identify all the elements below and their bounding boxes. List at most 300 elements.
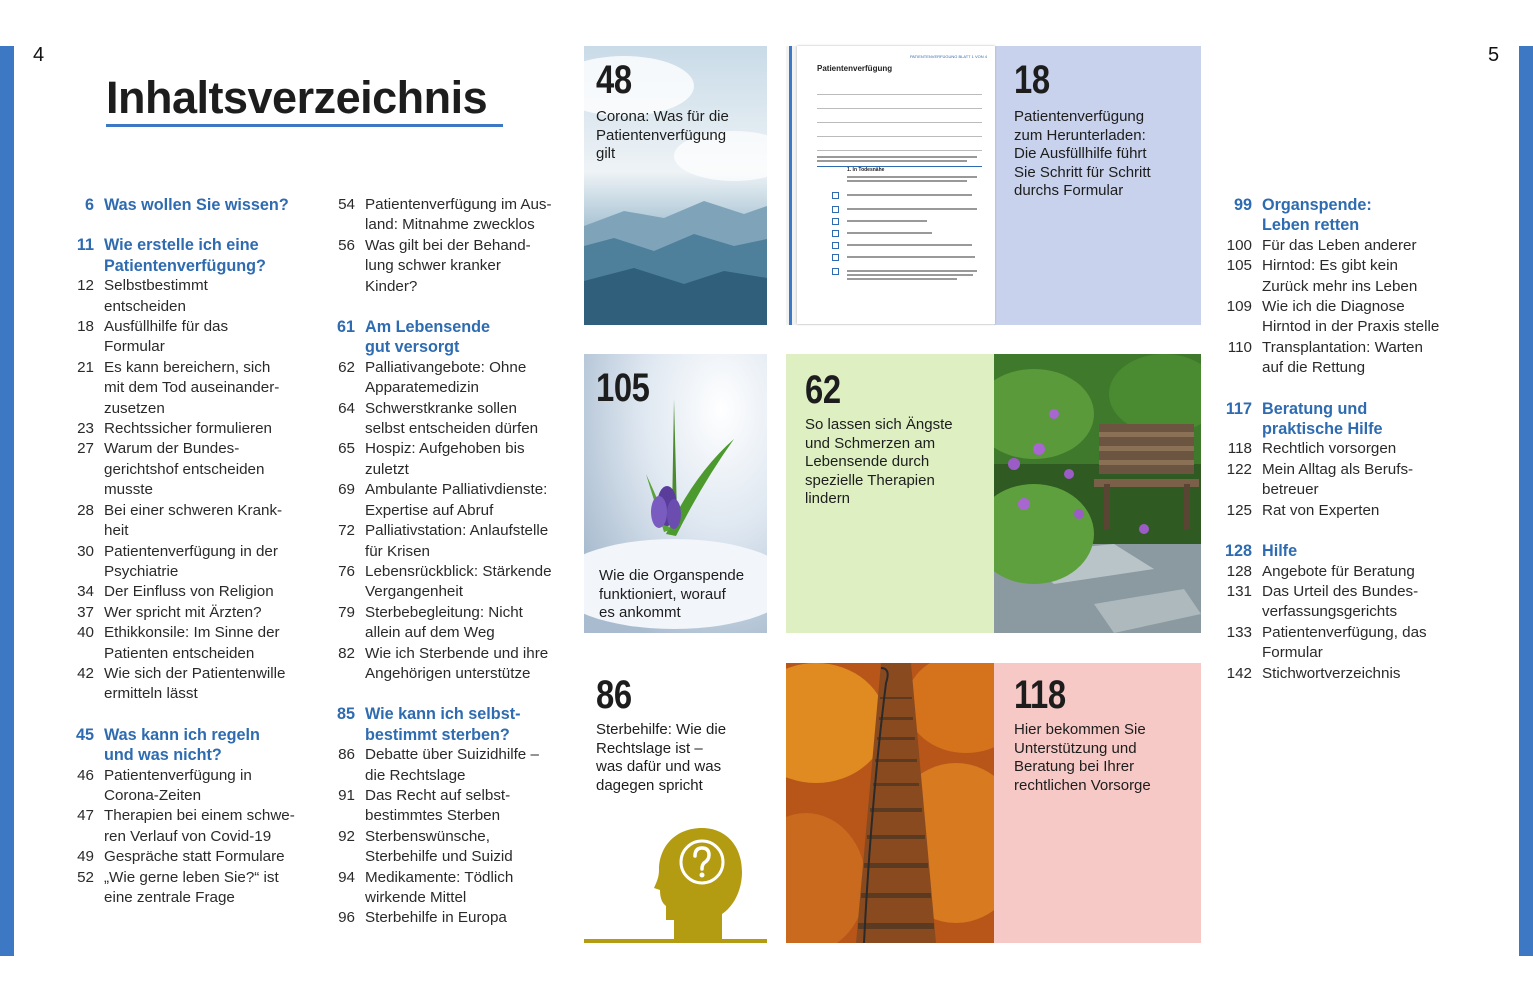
toc-entry[interactable] — [66, 542, 316, 562]
toc-entry[interactable] — [66, 399, 316, 419]
toc-entry[interactable] — [327, 480, 577, 500]
caption-line: Patientenverfügung — [596, 126, 727, 144]
toc-page-number — [66, 399, 94, 419]
toc-entry[interactable] — [327, 399, 577, 419]
toc-page-number — [327, 419, 355, 439]
caption-line: funktioniert, worauf — [599, 585, 726, 603]
toc-page-number: 27 — [77, 440, 94, 458]
toc-entry[interactable] — [1224, 582, 1484, 602]
toc-entry[interactable] — [327, 847, 577, 867]
toc-entry-text: Selbstbestimmt — [104, 277, 208, 295]
toc-entry-text: Wie kann ich selbst- — [365, 705, 521, 724]
caption-line: Rechtslage ist – — [596, 739, 703, 757]
form-field-line — [817, 150, 982, 151]
toc-entry-text: Es kann bereichern, sich — [104, 358, 271, 376]
toc-entry-text: Psychiatrie — [104, 562, 179, 580]
toc-page-number: 128 — [1224, 542, 1252, 561]
toc-page-number — [327, 623, 355, 643]
toc-page-number: 34 — [77, 583, 94, 601]
toc-section-heading[interactable] — [1224, 215, 1484, 235]
toc-page-number: 131 — [1226, 582, 1252, 600]
toc-page-number — [1224, 643, 1252, 663]
right-edge-bar — [1519, 46, 1533, 956]
tile-48-caption — [596, 108, 761, 164]
form-checkbox — [832, 254, 839, 261]
title-underline — [106, 124, 503, 127]
toc-entry[interactable] — [327, 521, 577, 541]
toc-page-number — [66, 684, 94, 704]
toc-entry[interactable] — [66, 480, 316, 500]
toc-entry[interactable] — [1224, 562, 1484, 582]
toc-entry[interactable] — [66, 786, 316, 806]
toc-entry[interactable] — [1224, 664, 1484, 684]
caption-line: Sie Schritt für Schritt — [1014, 163, 1151, 181]
toc-entry[interactable] — [66, 460, 316, 480]
toc-entry[interactable] — [1224, 317, 1484, 337]
toc-entry[interactable] — [327, 542, 577, 562]
toc-page-number — [1224, 419, 1252, 439]
tile-105-crocus[interactable] — [584, 354, 767, 633]
toc-entry-text: Das Recht auf selbst- — [365, 786, 511, 804]
toc-entry[interactable] — [327, 256, 577, 276]
toc-section-gap — [327, 684, 577, 704]
toc-page-number — [327, 766, 355, 786]
toc-page-number — [66, 460, 94, 480]
form-header-small: PATIENTENVERFÜGUNG BLATT 1 VON 4 — [909, 54, 987, 59]
form-section-title: 1. In Todesnähe — [847, 167, 885, 173]
toc-entry[interactable] — [1224, 236, 1484, 256]
caption-line: spezielle Therapien — [805, 471, 935, 489]
toc-entry[interactable] — [1224, 501, 1484, 521]
toc-entry-text: Palliativangebote: Ohne — [365, 358, 527, 376]
toc-entry-text: Das Urteil des Bundes- — [1262, 582, 1419, 600]
tile-62-caption — [805, 416, 990, 509]
caption-line: Lebensende durch — [805, 453, 930, 470]
toc-entry[interactable] — [327, 623, 577, 643]
toc-section-heading[interactable] — [66, 745, 316, 765]
tile-118-stairs[interactable] — [786, 663, 1201, 943]
form-checkbox — [832, 242, 839, 249]
toc-entry[interactable] — [327, 215, 577, 235]
toc-entry[interactable] — [327, 582, 577, 602]
toc-entry-text: Sterbehilfe in Europa — [365, 909, 507, 927]
form-text-line — [847, 176, 977, 178]
caption-line: dagegen spricht — [596, 776, 703, 794]
toc-page-number: 96 — [338, 909, 355, 927]
toc-page-number — [66, 644, 94, 664]
toc-page-number: 45 — [75, 725, 94, 744]
toc-section-heading[interactable] — [66, 235, 316, 255]
toc-page-number: 105 — [1226, 257, 1252, 275]
toc-section-heading[interactable] — [1224, 419, 1484, 439]
toc-section-heading[interactable] — [327, 337, 577, 357]
toc-entry[interactable] — [327, 277, 577, 297]
toc-entry-text: Hirntod: Es gibt kein — [1262, 257, 1398, 275]
toc-entry-text: heit — [104, 522, 129, 540]
toc-page-number: 28 — [77, 501, 94, 519]
toc-entry-text: ermitteln lässt — [104, 685, 198, 703]
toc-entry[interactable] — [1224, 439, 1484, 459]
tile-86-sterbehilfe[interactable] — [584, 663, 767, 943]
toc-entry[interactable] — [66, 439, 316, 459]
toc-entry[interactable] — [327, 439, 577, 459]
toc-entry[interactable] — [327, 358, 577, 378]
toc-entry[interactable] — [66, 603, 316, 623]
toc-entry-text: wirkende Mittel — [365, 889, 467, 906]
toc-entry[interactable] — [66, 562, 316, 582]
toc-entry-text: Wie ich die Diagnose — [1262, 298, 1405, 316]
toc-entry-text: Medikamente: Tödlich — [365, 868, 514, 886]
toc-entry[interactable] — [66, 644, 316, 664]
toc-entry-text: Schwerstkranke sollen — [365, 399, 517, 417]
caption-line: So lassen sich Ängste — [805, 416, 953, 433]
toc-page-number — [1224, 317, 1252, 337]
toc-entry[interactable] — [1224, 358, 1484, 378]
toc-entry-text: Apparatemedizin — [365, 379, 479, 397]
toc-entry[interactable] — [66, 358, 316, 378]
caption-line: was dafür und was — [596, 758, 722, 775]
toc-page-number — [327, 582, 355, 602]
toc-entry-text: „Wie gerne leben Sie?“ ist — [104, 868, 279, 886]
form-text-line — [847, 232, 932, 234]
toc-entry[interactable] — [327, 888, 577, 908]
caption-line: Patientenverfügung — [1014, 108, 1145, 125]
toc-page-number — [66, 786, 94, 806]
form-checkbox — [832, 230, 839, 237]
toc-entry[interactable] — [66, 276, 316, 296]
form-text-line — [817, 160, 967, 162]
tile-48-mountains[interactable] — [584, 46, 767, 325]
toc-entry-text: Palliativstation: Anlaufstelle — [365, 522, 549, 540]
tile-118-caption — [1014, 721, 1199, 795]
toc-entry-text: land: Mitnahme zwecklos — [365, 216, 535, 234]
toc-page-number: 42 — [77, 664, 94, 682]
toc-page-number — [66, 888, 94, 908]
head-question-icon — [654, 828, 744, 940]
tile-86-base-rule — [584, 939, 767, 943]
toc-column-3 — [1224, 195, 1484, 684]
toc-entry-text: Kinder? — [365, 277, 418, 295]
toc-entry-text: Angebote für Beratung — [1262, 562, 1415, 580]
toc-entry[interactable] — [66, 684, 316, 704]
caption-line: Die Ausfüllhilfe führt — [1014, 145, 1147, 162]
toc-section-heading[interactable] — [327, 317, 577, 337]
toc-entry[interactable] — [1224, 277, 1484, 297]
toc-entry-text: Ethikkonsile: Im Sinne der — [104, 624, 280, 642]
toc-page-number: 62 — [338, 358, 355, 376]
toc-entry[interactable] — [1224, 480, 1484, 500]
toc-page-number — [327, 277, 355, 297]
toc-page-number: 11 — [76, 236, 94, 255]
toc-entry[interactable] — [327, 786, 577, 806]
toc-entry-text: Für das Leben anderer — [1262, 236, 1417, 254]
toc-page-number — [327, 888, 355, 908]
caption-line: Beratung bei Ihrer — [1014, 758, 1135, 775]
form-checkbox — [832, 192, 839, 199]
form-text-line — [847, 256, 975, 258]
toc-entry-text: Wer spricht mit Ärzten? — [104, 603, 262, 621]
toc-section-gap — [66, 215, 316, 235]
toc-page-number: 21 — [77, 358, 94, 376]
toc-entry-text: musste — [104, 481, 153, 499]
toc-entry[interactable] — [66, 419, 316, 439]
toc-entry[interactable] — [66, 378, 316, 398]
toc-entry-text: verfassungsgerichts — [1262, 603, 1398, 621]
form-text-line — [817, 156, 977, 158]
toc-page-number: 109 — [1226, 298, 1252, 316]
form-heading: Patientenverfügung — [817, 64, 893, 73]
page-number-right: 5 — [1488, 44, 1500, 66]
form-checkbox — [832, 218, 839, 225]
form-text-line — [847, 194, 972, 196]
form-text-line — [847, 270, 977, 272]
tile-18-caption — [1014, 108, 1194, 201]
toc-page-number: 72 — [338, 522, 355, 540]
toc-entry-text: lung schwer kranker — [365, 257, 501, 275]
toc-entry-text: allein auf dem Weg — [365, 624, 495, 642]
toc-section-gap — [327, 297, 577, 317]
caption-line: Sterbehilfe: Wie die — [596, 721, 727, 738]
toc-page-number: 110 — [1227, 338, 1252, 356]
toc-entry-text: Angehörigen unterstütze — [365, 664, 531, 682]
toc-entry-text: Ausfüllhilfe für das — [104, 318, 229, 336]
toc-page-number: 30 — [77, 542, 94, 560]
toc-page-number — [327, 215, 355, 235]
toc-entry-text: auf die Rettung — [1262, 359, 1366, 377]
toc-page-number: 40 — [77, 624, 94, 642]
toc-column-2 — [327, 195, 577, 929]
tile-118-number: 118 — [1014, 673, 1066, 717]
toc-page-number: 69 — [338, 481, 355, 499]
toc-entry-text: Patientenverfügung in — [104, 766, 252, 784]
toc-entry[interactable] — [1224, 338, 1484, 358]
toc-entry[interactable] — [66, 317, 316, 337]
toc-entry[interactable] — [327, 236, 577, 256]
toc-entry-text: Der Einfluss von Religion — [104, 583, 274, 601]
toc-entry-text: Mein Alltag als Berufs- — [1262, 460, 1414, 478]
caption-line: gilt — [596, 145, 616, 162]
toc-entry[interactable] — [327, 806, 577, 826]
toc-page-number: 65 — [338, 440, 355, 458]
toc-entry-text: die Rechtslage — [365, 766, 466, 784]
toc-section-gap — [66, 705, 316, 725]
toc-entry-text: Ambulante Palliativdienste: — [365, 481, 548, 499]
toc-page-number — [327, 806, 355, 826]
form-field-line — [817, 136, 982, 137]
toc-entry-text: Patienten entscheiden — [104, 644, 255, 662]
toc-entry[interactable] — [327, 664, 577, 684]
form-section-rule — [817, 166, 982, 167]
toc-entry[interactable] — [327, 868, 577, 888]
toc-entry-text: Patientenverfügung, das — [1262, 623, 1427, 641]
caption-line: und Schmerzen am — [805, 434, 936, 452]
toc-entry[interactable] — [1224, 643, 1484, 663]
toc-page-number — [327, 460, 355, 480]
toc-entry[interactable] — [327, 827, 577, 847]
toc-page-number: 142 — [1226, 664, 1252, 682]
toc-page-number — [66, 378, 94, 398]
toc-entry[interactable] — [327, 644, 577, 664]
toc-entry[interactable] — [327, 501, 577, 521]
toc-entry-text: Stichwortverzeichnis — [1262, 664, 1401, 682]
toc-section-heading[interactable] — [1224, 195, 1484, 215]
toc-entry[interactable] — [327, 195, 577, 215]
toc-entry-text: Was kann ich regeln — [104, 725, 260, 744]
toc-entry[interactable] — [1224, 623, 1484, 643]
toc-entry-text: Rechtlich vorsorgen — [1262, 440, 1397, 458]
toc-entry[interactable] — [327, 460, 577, 480]
toc-entry-text: gut versorgt — [365, 338, 460, 357]
toc-entry[interactable] — [66, 664, 316, 684]
toc-entry[interactable] — [66, 623, 316, 643]
toc-entry[interactable] — [1224, 297, 1484, 317]
toc-entry[interactable] — [66, 806, 316, 826]
toc-entry-text: zusetzen — [104, 399, 165, 417]
toc-entry[interactable] — [66, 766, 316, 786]
toc-entry-text: für Krisen — [365, 542, 430, 560]
toc-page-number: 118 — [1227, 440, 1252, 458]
toc-entry[interactable] — [327, 562, 577, 582]
tile-48-number: 48 — [596, 58, 632, 102]
toc-entry-text: Sterbebegleitung: Nicht — [365, 603, 523, 621]
toc-page-number: 122 — [1226, 460, 1252, 478]
toc-section-heading[interactable] — [1224, 541, 1484, 561]
caption-line: lindern — [805, 490, 851, 507]
toc-page-number — [327, 542, 355, 562]
caption-line: zum Herunterladen: — [1014, 126, 1146, 144]
tile-18-number: 18 — [1014, 58, 1050, 102]
toc-entry-text: Hospiz: Aufgehoben bis — [365, 440, 525, 458]
toc-page-number: 47 — [77, 807, 94, 825]
toc-entry-text: Leben retten — [1262, 216, 1360, 235]
toc-entry[interactable] — [1224, 256, 1484, 276]
toc-entry-text: Lebensrückblick: Stärkende — [365, 562, 552, 580]
page-title: Inhaltsverzeichnis — [106, 72, 488, 123]
toc-entry-text: Zurück mehr ins Leben — [1262, 277, 1418, 295]
toc-page-number: 23 — [77, 420, 94, 438]
toc-entry-text: Rat von Experten — [1262, 501, 1380, 519]
toc-entry[interactable] — [327, 745, 577, 765]
toc-page-number: 125 — [1226, 501, 1252, 519]
toc-page-number: 64 — [338, 399, 355, 417]
toc-section-gap — [1224, 379, 1484, 399]
toc-page-number: 37 — [77, 603, 94, 621]
toc-page-number — [327, 725, 355, 745]
toc-page-number: 100 — [1226, 236, 1252, 254]
toc-section-gap — [1224, 521, 1484, 541]
form-checkbox — [832, 268, 839, 275]
toc-page-number: 76 — [338, 562, 355, 580]
caption-line: es ankommt — [599, 604, 681, 621]
toc-section-heading[interactable] — [66, 195, 316, 215]
toc-entry-text: Hirntod in der Praxis stelle — [1262, 318, 1440, 336]
toc-page-number: 12 — [77, 277, 94, 295]
tile-105-number: 105 — [596, 366, 650, 410]
tile-62-garden[interactable] — [786, 354, 1201, 633]
left-edge-bar — [0, 46, 14, 956]
toc-entry[interactable] — [66, 868, 316, 888]
toc-entry-text: entscheiden — [104, 297, 186, 315]
toc-entry[interactable] — [66, 888, 316, 908]
toc-page-number: 92 — [338, 827, 355, 845]
toc-page-number — [66, 297, 94, 317]
toc-entry-text: Expertise auf Abruf — [365, 501, 494, 519]
caption-line: Unterstützung und — [1014, 739, 1137, 757]
form-text-line — [847, 244, 972, 246]
toc-section-heading[interactable] — [1224, 399, 1484, 419]
toc-page-number — [1224, 358, 1252, 378]
toc-entry-text: Debatte über Suizidhilfe – — [365, 746, 539, 764]
toc-entry[interactable] — [66, 847, 316, 867]
toc-page-number: 79 — [338, 603, 355, 621]
toc-entry-text: Beratung und — [1262, 399, 1368, 418]
toc-entry-text: Bei einer schweren Krank- — [104, 501, 283, 519]
toc-entry[interactable] — [1224, 602, 1484, 622]
toc-entry-text: ren Verlauf von Covid-19 — [104, 827, 272, 845]
toc-entry-text: Sterbenswünsche, — [365, 827, 490, 845]
caption-line: Hier bekommen Sie — [1014, 721, 1146, 738]
toc-page-number: 117 — [1225, 399, 1252, 418]
toc-page-number: 54 — [338, 196, 355, 213]
toc-page-number: 99 — [1233, 196, 1252, 214]
page-number-left: 4 — [33, 44, 45, 66]
toc-entry[interactable] — [327, 766, 577, 786]
toc-page-number: 86 — [338, 746, 355, 764]
toc-entry-text: bestimmt sterben? — [365, 725, 510, 744]
toc-entry[interactable] — [66, 521, 316, 541]
form-field-line — [817, 94, 982, 95]
toc-entry[interactable] — [327, 908, 577, 928]
toc-entry[interactable] — [327, 378, 577, 398]
form-field-line — [817, 122, 982, 123]
toc-entry-text: gerichtshof entscheiden — [104, 460, 265, 478]
form-text-line — [847, 274, 973, 276]
toc-entry[interactable] — [66, 582, 316, 602]
caption-line: Wie die Organspende — [599, 567, 745, 584]
toc-entry[interactable] — [66, 337, 316, 357]
toc-entry[interactable] — [1224, 460, 1484, 480]
toc-entry[interactable] — [327, 603, 577, 623]
toc-entry-text: Hilfe — [1262, 542, 1298, 561]
toc-entry-text: Patientenverfügung in der — [104, 542, 278, 560]
toc-section-heading[interactable] — [66, 725, 316, 745]
toc-page-number: 91 — [338, 786, 355, 804]
toc-entry-text: Patientenverfügung? — [104, 256, 266, 275]
toc-section-heading[interactable] — [327, 725, 577, 745]
toc-entry-text: Was wollen Sie wissen? — [104, 196, 289, 214]
toc-section-heading[interactable] — [66, 256, 316, 276]
toc-page-number: 18 — [77, 318, 94, 336]
autumn-stairs-image — [786, 663, 994, 943]
toc-section-heading[interactable] — [327, 704, 577, 724]
toc-entry-text: selbst entscheiden dürfen — [365, 420, 539, 438]
toc-page-number — [327, 501, 355, 521]
garden-bench-image — [994, 354, 1201, 633]
form-text-line — [847, 278, 957, 280]
toc-page-number: 52 — [77, 868, 94, 886]
toc-entry[interactable] — [66, 827, 316, 847]
toc-entry[interactable] — [66, 297, 316, 317]
toc-entry-text: Vergangenheit — [365, 583, 463, 601]
toc-entry-text: Was gilt bei der Behand- — [365, 236, 531, 254]
toc-entry-text: Therapien bei einem schwe- — [104, 807, 295, 825]
toc-page-number — [1224, 602, 1252, 622]
toc-entry[interactable] — [66, 501, 316, 521]
form-checkbox — [832, 206, 839, 213]
toc-entry[interactable] — [327, 419, 577, 439]
toc-entry-text: Formular — [104, 338, 165, 356]
toc-page-number — [327, 847, 355, 867]
